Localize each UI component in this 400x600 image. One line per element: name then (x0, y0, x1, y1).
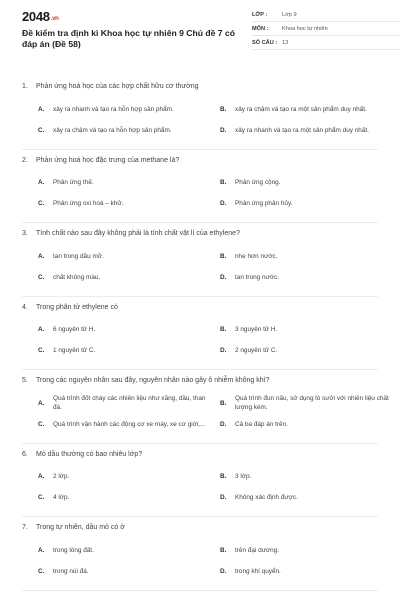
option-letter: C. (38, 347, 45, 354)
question-text: Tính chất nào sau đây không phải là tính chất vật lí của ethylene? (36, 230, 240, 237)
info-value: Khoa học tự nhiên (282, 25, 328, 32)
answer-option[interactable] (38, 174, 210, 192)
option-letter: C. (38, 126, 45, 134)
option-text: trong núi đá. (53, 567, 89, 575)
answer-option[interactable] (38, 489, 210, 507)
answer-option[interactable] (38, 541, 210, 559)
option-letter: C. (38, 494, 45, 501)
question-number: 1. (22, 83, 28, 90)
answer-option[interactable] (38, 562, 210, 580)
option-text: 6 nguyên tử H. (53, 326, 96, 333)
answer-option[interactable] (220, 321, 392, 339)
question-header (22, 448, 378, 461)
answer-option[interactable] (38, 268, 210, 286)
answer-option[interactable] (38, 100, 210, 118)
logo-suffix: .vn (50, 16, 59, 22)
question-number: 6. (22, 450, 28, 458)
question-number: 3. (22, 230, 28, 237)
option-text: chất không màu. (53, 273, 101, 281)
info-value: 13 (282, 39, 289, 46)
question-text: Trong các nguyên nhân sau đây, nguyên nhân nào gây ô nhiễm không khí? (36, 377, 270, 384)
option-text: 3 nguyên tử H. (235, 326, 278, 333)
option-text: 4 lớp. (53, 494, 70, 501)
logo-main: 2048 (22, 9, 50, 24)
info-label: SỐ CÂU : (252, 39, 278, 46)
option-text: xảy ra chậm và tạo ra hỗn hợp sản phẩm. (53, 126, 172, 134)
option-text: Phản ứng cộng. (235, 179, 281, 186)
answer-option[interactable] (38, 321, 210, 339)
answer-option[interactable] (220, 342, 392, 360)
option-text: Cả ba đáp án trên. (235, 420, 288, 428)
answer-option[interactable] (220, 541, 392, 559)
option-text: tan trong nước. (235, 273, 279, 281)
question-text: Mỏ dầu thường có bao nhiêu lớp? (36, 450, 143, 458)
option-text: trong lòng đất. (53, 546, 94, 554)
option-letter: A. (38, 252, 45, 260)
option-letter: A. (38, 473, 45, 480)
option-letter: C. (38, 200, 45, 207)
option-letter: D. (220, 494, 227, 501)
question-header (22, 374, 378, 387)
question-item (22, 301, 378, 371)
answer-option[interactable] (220, 489, 392, 507)
option-text: 3 lớp. (235, 473, 252, 480)
answer-option[interactable] (38, 247, 210, 265)
answer-option[interactable] (220, 247, 392, 265)
option-letter: A. (38, 105, 45, 113)
question-item (22, 227, 378, 297)
answer-option[interactable] (38, 342, 210, 360)
option-text: Quá trình đun nấu, sử dụng lò sưởi với nhiên liệu chất lượng kém. (235, 395, 389, 411)
info-value: Lớp 9 (282, 11, 297, 18)
option-letter: B. (220, 546, 227, 554)
option-letter: B. (220, 105, 227, 113)
answer-option[interactable] (220, 174, 392, 192)
info-row-count (252, 36, 400, 50)
question-number: 4. (22, 303, 28, 311)
option-text: Quá trình đốt cháy các nhiên liệu như xăng, dầu, than đá. (53, 395, 206, 411)
option-letter: D. (220, 567, 227, 575)
info-row-subject (252, 22, 400, 36)
question-item (22, 374, 389, 444)
question-number: 7. (22, 524, 28, 531)
question-text: Phản ứng hoá học đặc trưng của methane là? (36, 156, 180, 164)
option-letter: D. (220, 347, 227, 354)
info-label: MÔN : (252, 25, 269, 32)
answer-option[interactable] (220, 268, 392, 286)
answer-option[interactable] (220, 468, 392, 486)
option-text: tan trong dầu mỡ. (53, 252, 104, 260)
option-letter: B. (220, 399, 227, 407)
option-letter: B. (220, 179, 227, 186)
answer-option[interactable] (220, 394, 392, 412)
answer-option[interactable] (220, 100, 392, 118)
option-text: trên đại dương. (235, 546, 279, 554)
question-item (22, 521, 378, 591)
option-text: 1 nguyên tử C. (53, 347, 96, 354)
question-header (22, 227, 378, 240)
question-text: Trong phân tử ethylene có (36, 303, 118, 311)
site-logo[interactable] (22, 9, 59, 24)
option-letter: A. (38, 546, 45, 554)
question-text: Phản ứng hoá học của các hợp chất hữu cơ thường (36, 83, 199, 90)
answer-options (22, 174, 378, 213)
option-text: trong khí quyển. (235, 567, 281, 575)
question-number: 2. (22, 156, 28, 164)
option-letter: C. (38, 273, 45, 281)
header (22, 0, 378, 64)
option-text: Phản ứng phân hủy. (235, 200, 293, 207)
answer-option[interactable] (38, 415, 210, 433)
option-text: nhẹ hơn nước. (235, 252, 278, 260)
answer-options (22, 541, 378, 580)
question-item (22, 448, 378, 518)
option-letter: A. (38, 179, 45, 186)
option-text: xảy ra chậm và tạo ra một sản phẩm duy nhất. (235, 105, 367, 113)
page-title: Đề kiểm tra định kì Khoa học tự nhiên 9 Chủ đề 7 có đáp án (Đề 58) (22, 28, 235, 49)
question-text: Trong tự nhiên, dầu mỏ có ở (36, 524, 125, 531)
answer-options (22, 394, 389, 433)
question-list (22, 80, 389, 595)
question-item (22, 154, 378, 224)
option-text: Không xác định được. (235, 494, 298, 501)
answer-option[interactable] (38, 121, 210, 139)
option-letter: B. (220, 252, 227, 260)
option-letter: C. (38, 567, 45, 575)
option-text: 2 lớp. (53, 473, 70, 480)
question-header (22, 301, 378, 314)
question-header (22, 80, 378, 93)
option-letter: D. (220, 200, 227, 207)
option-letter: A. (38, 326, 45, 333)
answer-option[interactable] (220, 415, 392, 433)
exam-info-table (252, 8, 400, 50)
answer-options (22, 468, 378, 507)
option-text: Phản ứng oxi hoá – khử. (53, 200, 124, 207)
option-letter: C. (38, 420, 45, 428)
info-row-class (252, 8, 400, 22)
option-text: Phản ứng thế. (53, 179, 94, 186)
question-header (22, 521, 378, 534)
answer-options (22, 321, 378, 360)
answer-option[interactable] (38, 195, 210, 213)
answer-options (22, 247, 378, 286)
question-header (22, 154, 378, 167)
option-letter: D. (220, 273, 227, 281)
option-letter: D. (220, 420, 227, 428)
option-text: xảy ra nhanh và tạo ra hỗn hợp sản phẩm. (53, 105, 174, 113)
question-number: 5. (22, 377, 28, 384)
answer-options (22, 100, 378, 139)
answer-option[interactable] (220, 195, 392, 213)
answer-option[interactable] (220, 562, 392, 580)
answer-option[interactable] (38, 394, 210, 412)
option-letter: B. (220, 326, 227, 333)
answer-option[interactable] (38, 468, 210, 486)
option-letter: A. (38, 399, 45, 407)
option-letter: D. (220, 126, 227, 134)
option-text: 2 nguyên tử C. (235, 347, 278, 354)
option-text: Quá trình vận hành các động cơ xe máy, xe cơ giới,... (53, 420, 206, 428)
answer-option[interactable] (220, 121, 392, 139)
question-item (22, 80, 378, 150)
option-letter: B. (220, 473, 227, 480)
info-label: LỚP : (252, 11, 268, 18)
option-text: xảy ra nhanh và tạo ra một sản phẩm duy nhất. (235, 126, 369, 134)
